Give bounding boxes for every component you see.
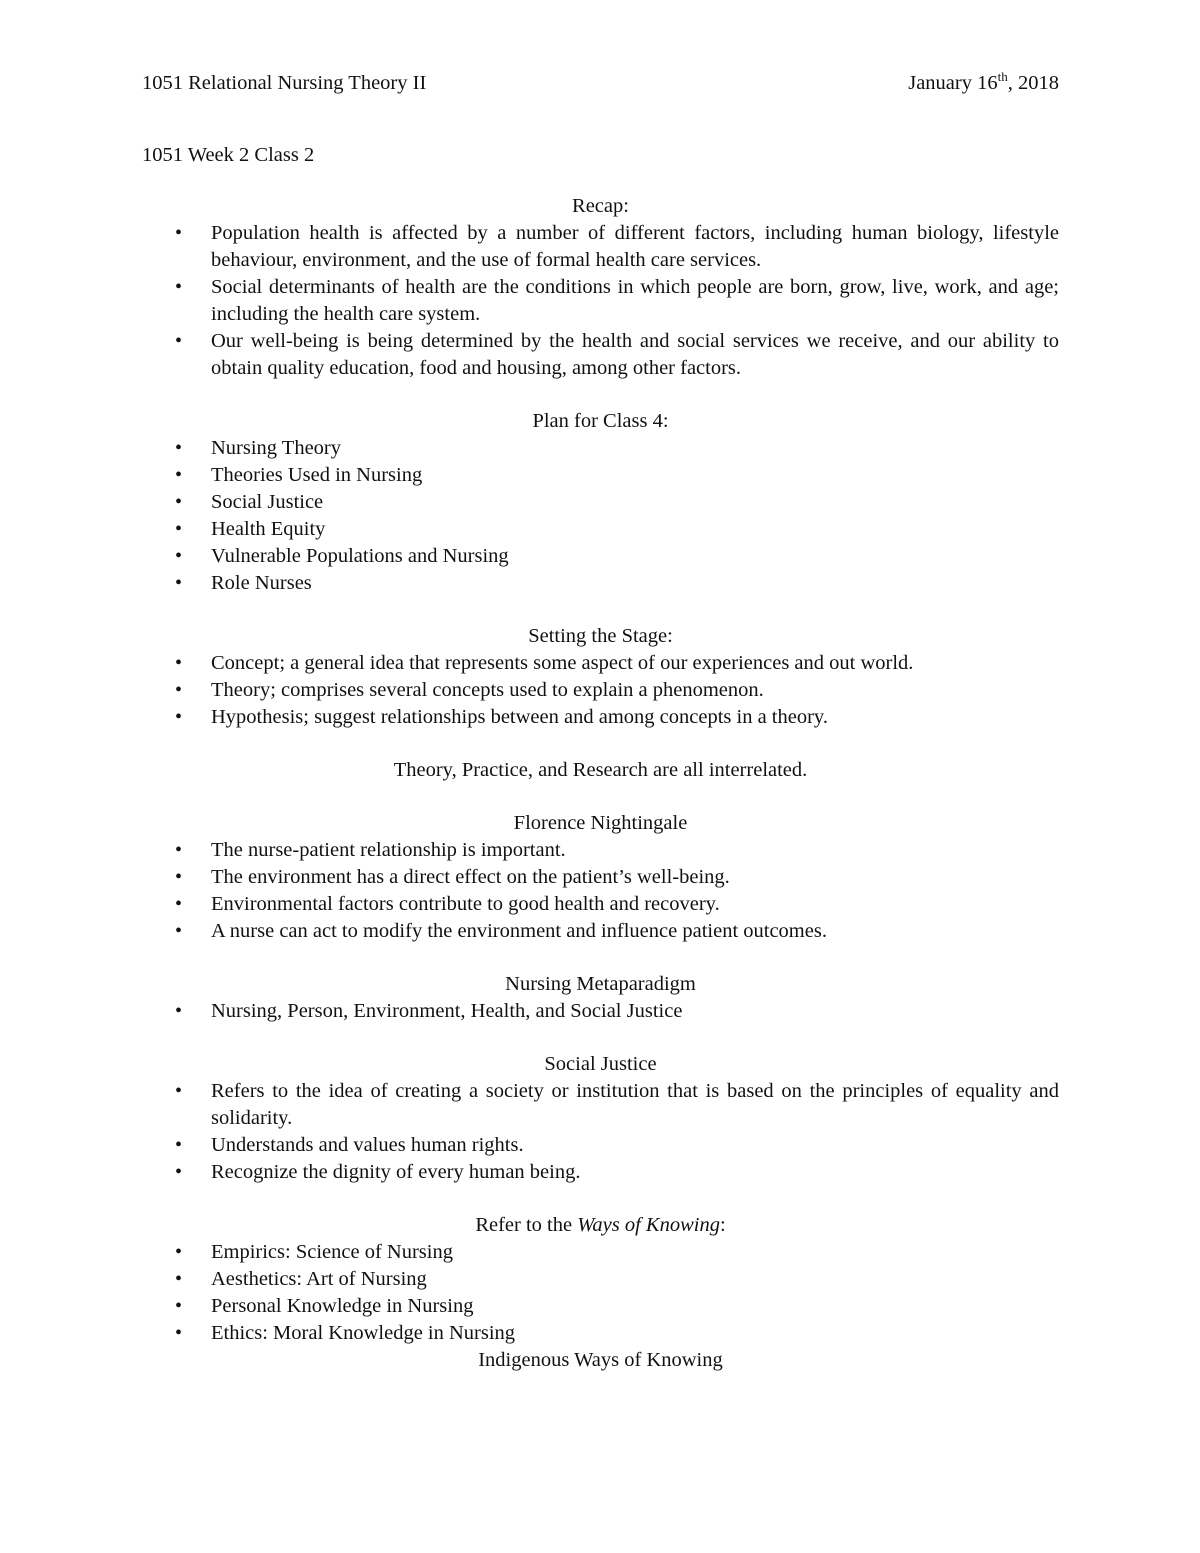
bullet-icon: • xyxy=(175,1161,183,1183)
list-item: • Empirics: Science of Nursing xyxy=(142,1239,1059,1266)
metaparadigm-heading: Nursing Metaparadigm xyxy=(505,973,696,995)
knowing-heading: Refer to the Ways of Knowing: xyxy=(475,1214,726,1236)
knowing-list xyxy=(142,1239,1059,1347)
bullet-icon: • xyxy=(175,839,183,861)
list-item: • Theory; comprises several concepts used to explain a phenomenon. xyxy=(142,677,1059,704)
document-body xyxy=(142,70,1059,1374)
list-item: • Understands and values human rights. xyxy=(142,1132,1059,1159)
list-item: • Our well-being is being determined by the health and social services we receive, and our ability to obtain quality education, food and housing, among other factors. xyxy=(175,330,1059,379)
list-item: • Ethics: Moral Knowledge in Nursing xyxy=(142,1320,1059,1347)
plan-heading: Plan for Class 4: xyxy=(532,410,669,432)
bullet-icon: • xyxy=(175,920,183,942)
bullet-icon: • xyxy=(175,1241,183,1263)
indigenous-knowing-line: Indigenous Ways of Knowing xyxy=(478,1349,723,1371)
bullet-icon: • xyxy=(175,1268,183,1290)
bullet-icon: • xyxy=(175,893,183,915)
list-item: • A nurse can act to modify the environment and influence patient outcomes. xyxy=(142,918,1059,945)
interrelated-statement: Theory, Practice, and Research are all interrelated. xyxy=(393,759,808,781)
recap-list xyxy=(142,220,1059,382)
bullet-icon: • xyxy=(175,1000,183,1022)
list-item: • Theories Used in Nursing xyxy=(142,462,1059,489)
list-item: • Health Equity xyxy=(142,516,1059,543)
list-item: • Hypothesis; suggest relationships between and among concepts in a theory. xyxy=(142,704,1059,731)
list-item: • Aesthetics: Art of Nursing xyxy=(142,1266,1059,1293)
bullet-icon: • xyxy=(175,572,183,594)
bullet-icon: • xyxy=(175,276,183,298)
document-date: January 16th, 2018 xyxy=(908,69,1059,94)
bullet-icon: • xyxy=(175,222,183,244)
bullet-icon: • xyxy=(175,1295,183,1317)
bullet-icon: • xyxy=(175,706,183,728)
social-justice-list xyxy=(142,1078,1059,1186)
nightingale-heading: Florence Nightingale xyxy=(513,812,688,834)
list-item: • The environment has a direct effect on the patient’s well-being. xyxy=(142,864,1059,891)
stage-heading: Setting the Stage: xyxy=(528,625,673,647)
recap-heading: Recap: xyxy=(572,195,629,217)
bullet-icon: • xyxy=(175,491,183,513)
list-item: • Role Nurses xyxy=(142,570,1059,597)
class-title: 1051 Week 2 Class 2 xyxy=(142,144,315,166)
bullet-icon: • xyxy=(175,1322,183,1344)
course-title: 1051 Relational Nursing Theory II xyxy=(142,72,427,94)
bullet-icon: • xyxy=(175,679,183,701)
document-header xyxy=(142,70,1059,97)
bullet-icon: • xyxy=(175,464,183,486)
bullet-icon: • xyxy=(175,437,183,459)
bullet-icon: • xyxy=(175,518,183,540)
bullet-icon: • xyxy=(175,652,183,674)
list-item: • Nursing Theory xyxy=(142,435,1059,462)
bullet-icon: • xyxy=(175,545,183,567)
list-item: • Social determinants of health are the conditions in which people are born, grow, live, work, and age; including the health care system. xyxy=(175,276,1059,325)
list-item: • Refers to the idea of creating a society or institution that is based on the principles of equality and solidarity. xyxy=(175,1080,1059,1129)
metaparadigm-list xyxy=(142,998,1059,1025)
stage-list xyxy=(142,650,1059,731)
list-item: • Personal Knowledge in Nursing xyxy=(142,1293,1059,1320)
social-justice-heading: Social Justice xyxy=(544,1053,657,1075)
list-item: • Environmental factors contribute to good health and recovery. xyxy=(142,891,1059,918)
bullet-icon: • xyxy=(175,330,183,352)
bullet-icon: • xyxy=(175,1134,183,1156)
list-item: • Concept; a general idea that represents some aspect of our experiences and out world. xyxy=(142,650,1059,677)
bullet-icon: • xyxy=(175,866,183,888)
list-item: • Nursing, Person, Environment, Health, and Social Justice xyxy=(142,998,1059,1025)
list-item: • The nurse-patient relationship is important. xyxy=(142,837,1059,864)
list-item: • Population health is affected by a number of different factors, including human biology, lifestyle behaviour, environment, and the use of formal health care services. xyxy=(175,222,1059,271)
plan-list xyxy=(142,435,1059,597)
list-item: • Recognize the dignity of every human being. xyxy=(142,1159,1059,1186)
nightingale-list xyxy=(142,837,1059,945)
list-item: • Vulnerable Populations and Nursing xyxy=(142,543,1059,570)
list-item: • Social Justice xyxy=(142,489,1059,516)
bullet-icon: • xyxy=(175,1080,183,1102)
